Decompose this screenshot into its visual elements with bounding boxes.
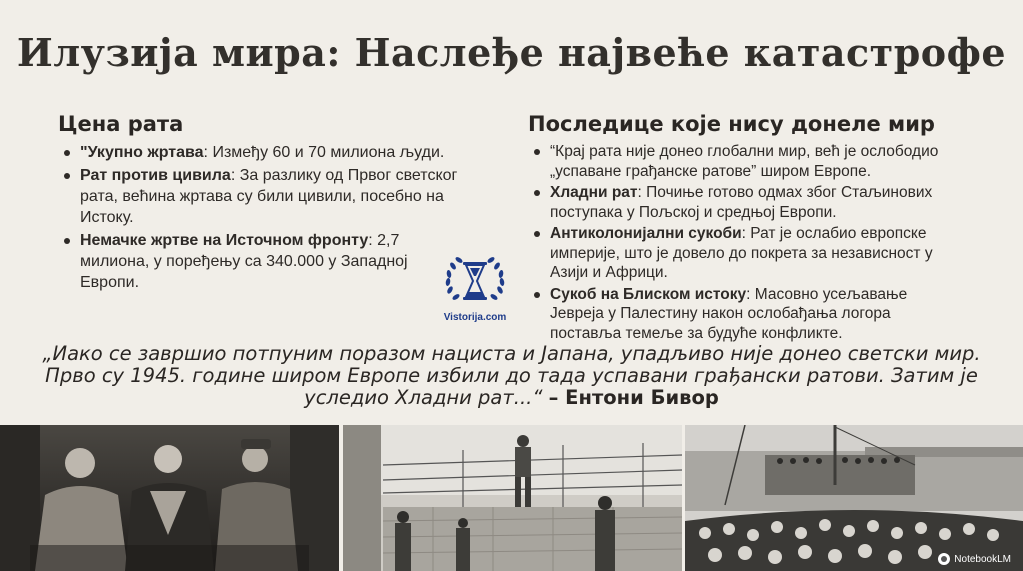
quote — [40, 343, 983, 409]
left-column — [58, 112, 458, 295]
list-item: Рат против цивила: За разлику од Првог светског рата, већина жртава су били цивили, посебно на Истоку. — [58, 165, 458, 228]
page-title: Илузија мира: Наслеђе највеће катастрофе — [16, 30, 1007, 75]
vistorija-logo[interactable] — [436, 250, 514, 330]
photo-refugee-ship — [685, 425, 1023, 571]
list-item: Хладни рат: Почиње готово одмах због Стаљинових поступака у Пољској и средњој Европи. — [528, 183, 958, 222]
logo-text: Vistorija.com — [443, 312, 507, 323]
photo-yalta-leaders — [0, 425, 339, 571]
right-heading: Последице које нису донеле мир — [528, 112, 935, 136]
right-column — [528, 112, 958, 345]
list-item: Сукоб на Блиском истоку: Масовно усељавање Јевреја у Палестину након ослобађања логора поставља темеље за будуће конфликте. — [528, 285, 958, 344]
notebooklm-icon — [938, 553, 950, 565]
quote-text: „Иако се завршио потпуним поразом нациста и Јапана, упадљиво није донео светски мир. Прво су 1945. године широм Европе избили до тада успавани грађански ратови. Затим је уследио Хладни рат...“ — [42, 342, 981, 409]
quote-author: – Ентони Бивор — [548, 386, 719, 409]
right-list — [528, 142, 958, 343]
hourglass-laurel-icon — [436, 250, 514, 312]
list-item: "Укупно жртава: Између 60 и 70 милиона људи. — [58, 142, 458, 163]
notebooklm-watermark: NotebookLM — [938, 553, 1011, 565]
list-item: Антиколонијални сукоби: Рат је ослабио европске империје, што је довело до покрета за независност у Азији и Африци. — [528, 224, 958, 283]
photo-berlin-wall — [343, 425, 682, 571]
left-list — [58, 142, 458, 293]
list-item: “Крај рата није донео глобални мир, већ је ослободио „успаване грађанске ратове” широм Европе. — [528, 142, 958, 181]
list-item: Немачке жртве на Источном фронту: 2,7 милиона, у поређењу са 340.000 у Западној Европи. — [58, 230, 458, 293]
left-heading: Цена рата — [58, 112, 184, 136]
